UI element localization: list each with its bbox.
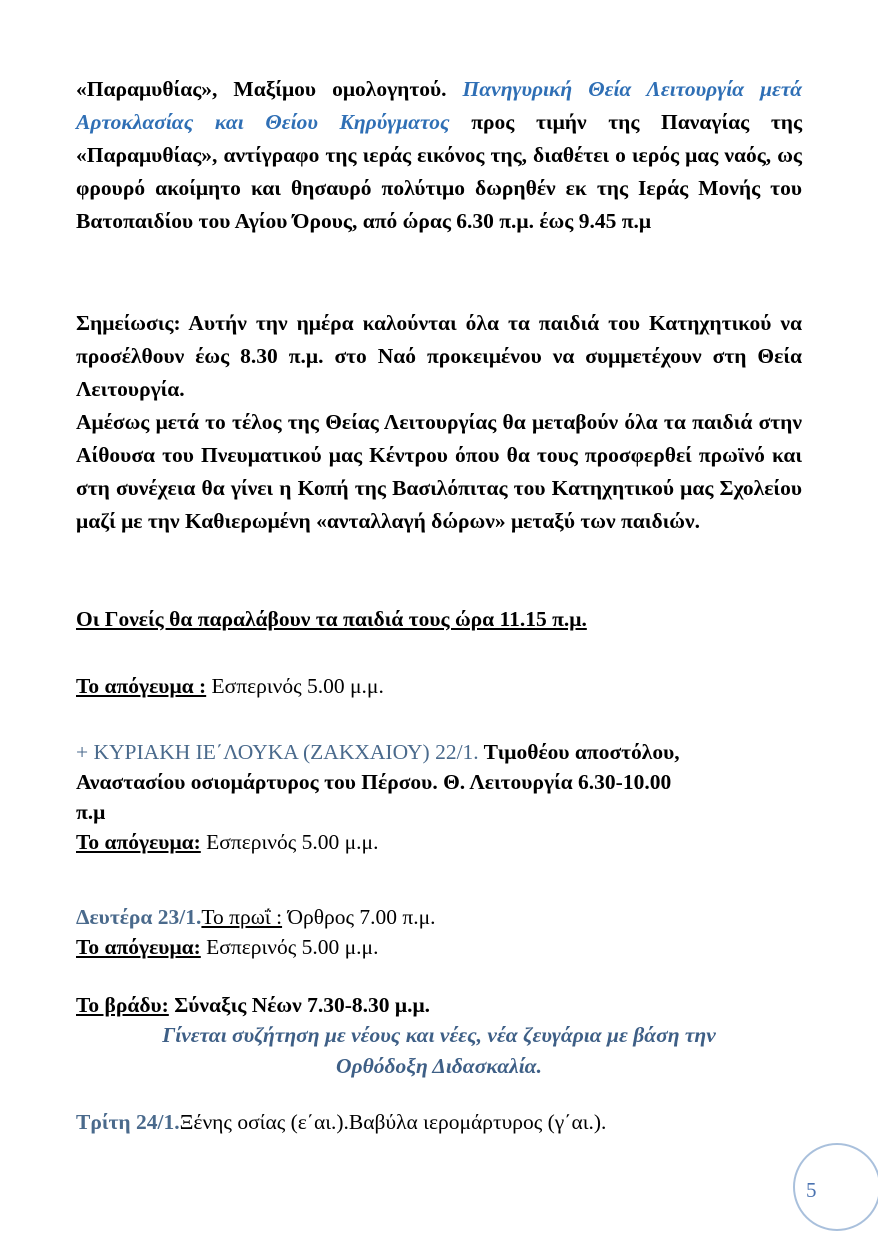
sunday-heading: + ΚΥΡΙΑΚΗ ΙΕ΄ΛΟΥΚΑ (ΖΑΚΧΑΙΟΥ) 22/1. [76, 740, 479, 764]
sunday-evening [76, 827, 802, 857]
monday-evening-text: Εσπερινός 5.00 μ.μ. [200, 935, 379, 959]
liturgy-highlight: Πανηγυρική Θεία Λειτουργία μετά Αρτοκλασίας και Θείου Κηρύγματος [76, 77, 802, 134]
saints-text: «Παραμυθίας», Μαξίμου ομολογητού. [76, 77, 463, 101]
monday-evening-label: Το απόγευμα: [76, 935, 201, 959]
evening-label: Το απόγευμα : [76, 674, 207, 698]
sunday-line-1 [76, 737, 802, 767]
monday-note-line-1: Γίνεται συζήτηση με νέους και νέες, νέα ζευγάρια με βάση την [162, 1023, 716, 1047]
sunday-evening-label: Το απόγευμα: [76, 830, 201, 854]
sunday-saints: Τιμοθέου αποστόλου, [478, 740, 680, 764]
tuesday-text: Ξένης οσίας (ε΄αι.).Βαβύλα ιερομάρτυρος (γ΄αι.). [179, 1110, 607, 1134]
monday-heading: Δευτέρα 23/1. [76, 905, 202, 929]
page-number: 5 [806, 1178, 817, 1202]
monday-evening [76, 932, 802, 962]
paragraph-note [76, 307, 802, 538]
paragraph-liturgy [76, 73, 802, 238]
monday-morning-text: Όρθρος 7.00 π.μ. [282, 905, 436, 929]
liturgy-details: προς τιμήν της Παναγίας της «Παραμυθίας», αντίγραφο της ιεράς εικόνος της, διαθέτει ο ιερός μας ναός, ως φρουρό ακοίμητο και θησαυρό πολύτιμο δωρηθέν εκ της Ιεράς Μονής του Βατοπαιδίου του Αγίου Όρους, από ώρας 6.30 π.μ. έως 9.45 π.μ [76, 110, 803, 233]
note-text-continued: Αμέσως μετά το τέλος της Θείας Λειτουργίας θα μεταβούν όλα τα παιδιά στην Αίθουσα του Πνευματικού μας Κέντρου όπου θα τους προσφερθεί πρωϊνό και στη συνέχεια θα γίνει η Κοπή της Βασιλόπιτας του Κατηχητικού μας Σχολείου μαζί με την Καθιερωμένη «ανταλλαγή δώρων» μεταξύ των παιδιών. [76, 410, 802, 533]
evening-text: Εσπερινός 5.00 μ.μ. [206, 674, 384, 698]
monday-morning-label: Το πρωΐ : [201, 905, 283, 929]
sunday-line-2: Αναστασίου οσιομάρτυρος του Πέρσου. Θ. Λειτουργία 6.30-10.00 [76, 770, 672, 794]
tuesday-section [76, 1107, 802, 1137]
monday-night-label: Το βράδυ: [76, 993, 169, 1017]
note-text: Σημείωσις: Αυτήν την ημέρα καλούνται όλα τα παιδιά του Κατηχητικού να προσέλθουν έως 8.30 π.μ. στο Ναό προκειμένου να συμμετέχουν στη Θεία Λειτουργία. [76, 311, 802, 401]
monday-section [76, 902, 802, 1082]
monday-night [76, 990, 802, 1020]
monday-morning [76, 902, 802, 932]
monday-note-line-2: Ορθόδοξη Διδασκαλία. [336, 1054, 542, 1078]
monday-night-text: Σύναξις Νέων 7.30-8.30 μ.μ. [168, 993, 431, 1017]
sunday-line-3: π.μ [76, 800, 106, 824]
evening-service-line [76, 671, 802, 701]
sunday-evening-text: Εσπερινός 5.00 μ.μ. [200, 830, 379, 854]
sunday-section [76, 737, 802, 857]
parents-pickup-notice: Οι Γονείς θα παραλάβουν τα παιδιά τους ώρα 11.15 π.μ. [76, 607, 587, 631]
tuesday-heading: Τρίτη 24/1. [76, 1110, 180, 1134]
